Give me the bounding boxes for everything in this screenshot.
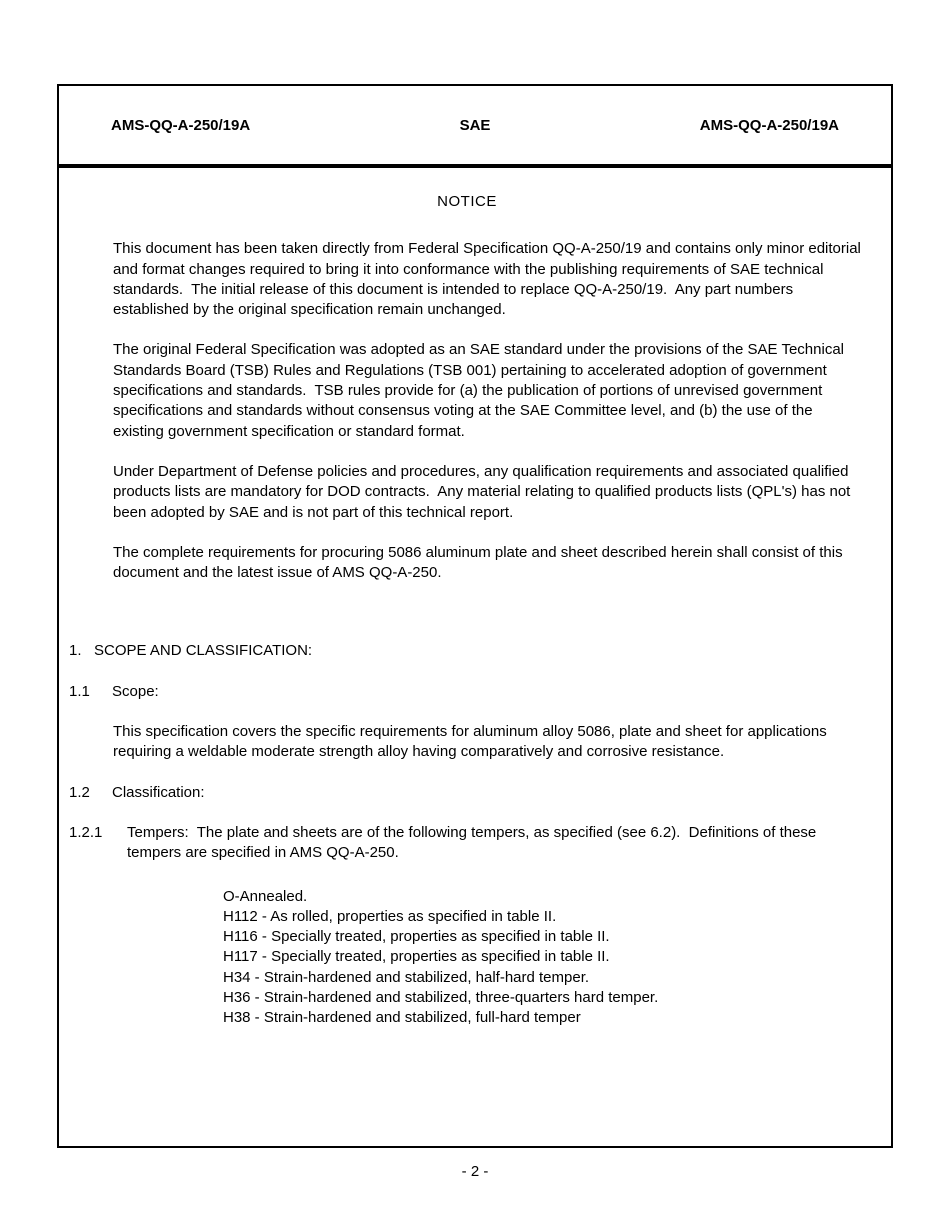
header-spec-number-left: AMS-QQ-A-250/19A — [111, 116, 251, 134]
header-organization: SAE — [459, 116, 491, 134]
notice-paragraph-2: The original Federal Specification was adopted as an SAE standard under the provisions of the SAE Technical Standards Board (TSB) Rules and Regulations (TSB 001) pertaining to accelerated adoption of government specifications and standards. TSB rules provide for (a) the publication of portions of unrevised government specifications and standards without consensus voting at the SAE Committee level, and (b) the use of the existing government specification or standard format. — [113, 341, 849, 440]
notice-paragraph-1: This document has been taken directly from Federal Specification QQ-A-250/19 and contains only minor editorial and format changes required to bring it into conformance with the publishing requirements of SAE technical standards. The initial release of this document is intended to replace QQ-A-250/19. Any part numbers established by the original specification remain unchanged. — [113, 240, 866, 319]
notice-paragraph-3: Under Department of Defense policies and procedures, any qualification requirements and associated qualified products lists are mandatory for DOD contracts. Any material relating to qualified products lists (QPL's) has not been adopted by SAE and is not part of this technical report. — [113, 462, 855, 521]
page-number: - 2 - — [461, 1163, 489, 1180]
scope-paragraph: This specification covers the specific requirements for aluminum alloy 5086, plate and sheet for applications requiring a weldable moderate strength alloy having comparatively and corrosive resistance. — [113, 723, 831, 761]
temper-list — [223, 887, 865, 1029]
section-1-2-1-heading — [69, 823, 865, 864]
temper-item-h117: H117 - Specially treated, properties as specified in table II. — [223, 948, 610, 966]
section-1-2-heading — [69, 783, 865, 803]
notice-paragraph-4: The complete requirements for procuring 5086 aluminum plate and sheet described herein shall consist of this document and the latest issue of AMS QQ-A-250. — [113, 543, 847, 582]
temper-item-h112: H112 - As rolled, properties as specified in table II. — [223, 907, 557, 925]
section-1-2-1-number: 1.2.1 — [69, 823, 103, 841]
section-1-heading — [69, 641, 865, 661]
section-1-2-number: 1.2 — [69, 783, 90, 801]
section-1-2-title: Classification: — [112, 783, 205, 801]
section-1-1-number: 1.1 — [69, 682, 90, 700]
section-1-title: SCOPE AND CLASSIFICATION: — [94, 642, 313, 660]
temper-item-h38: H38 - Strain-hardened and stabilized, full-hard temper — [223, 1009, 581, 1027]
temper-item-h36: H36 - Strain-hardened and stabilized, three-quarters hard temper. — [223, 989, 659, 1007]
document-body — [57, 166, 893, 1148]
section-1-1-heading — [69, 682, 865, 702]
section-1-2-1-text: Tempers: The plate and sheets are of the following tempers, as specified (see 6.2). Definitions of these tempers are specified in AMS QQ-A-250. — [127, 823, 821, 862]
section-1-number: 1. — [69, 642, 82, 660]
document-frame — [57, 84, 893, 1180]
page-header — [57, 84, 893, 166]
section-1-1-title: Scope: — [112, 682, 159, 700]
header-spec-number-right: AMS-QQ-A-250/19A — [699, 116, 839, 134]
temper-item-o: O-Annealed. — [223, 887, 308, 905]
notice-title: NOTICE — [437, 193, 497, 210]
temper-item-h34: H34 - Strain-hardened and stabilized, half-hard temper. — [223, 968, 590, 986]
temper-item-h116: H116 - Specially treated, properties as specified in table II. — [223, 928, 610, 946]
